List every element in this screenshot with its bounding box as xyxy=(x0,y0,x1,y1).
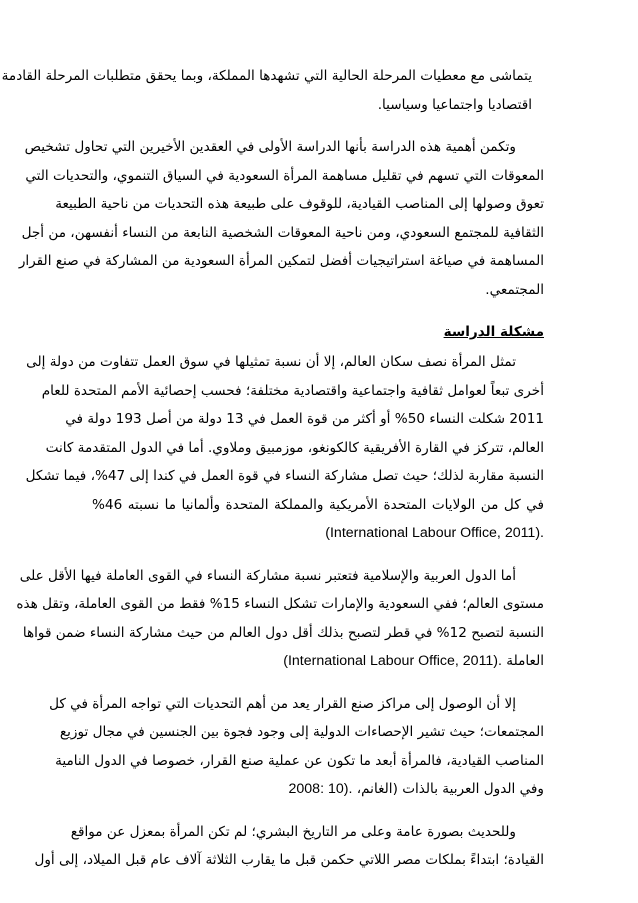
paragraph-gap xyxy=(92,548,544,562)
text-line: المجتمعات؛ حيث تشير الإحصاءات الدولية إلى وجود فجوة بين الجنسين في مجال توزيع xyxy=(59,724,544,740)
citation-line xyxy=(92,519,544,548)
paragraph-4 xyxy=(16,562,544,676)
text-line: إلا أن الوصول إلى مراكز صنع القرار يعد من أهم التحديات التي تواجه المرأة في كل xyxy=(49,695,516,712)
text-fragment: وفي الدول العربية بالذات (الغانم، xyxy=(356,781,544,797)
paragraph-gap xyxy=(92,804,544,818)
text-line: النسبة مقاربة لذلك؛ حيث تصل مشاركة النساء في قوة العمل في كندا إلى 47%، فيما تشكل xyxy=(25,468,544,484)
text-line: أما الدول العربية والإسلامية فتعتبر نسبة مشاركة النساء في القوى العاملة فيها الأقل على xyxy=(19,567,516,584)
citation: (International Labour Office, 2011). xyxy=(283,653,502,669)
text-line: المناصب القيادية، فالمرأة أبعد ما تكون عن عملية صنع القرار، خصوصا في الدول النامية xyxy=(55,752,544,769)
text-line: القيادة؛ ابتداءً بملكات مصر اللاتي حكمن قبل ما يقارب الثلاثة آلاف عام قبل الميلاد، إلى أول xyxy=(34,852,544,868)
text-line xyxy=(92,775,544,804)
text-line: النسبة لتصبح 12% في قطر لتصبح بذلك أقل دول العالم من حيث مشاركة النساء ضمن قواها xyxy=(22,624,544,641)
text-line: في كل من الولايات المتحدة الأمريكية والمملكة المتحدة وألمانيا ما نسبته 46% xyxy=(92,496,544,513)
text-line: المعوقات التي تسهم في تقليل مساهمة المرأة السعودية في السياق التنموي، والتحديات التي xyxy=(25,167,544,184)
text-line: العالم، تتركز في القارة الأفريقية كالكونغو، موزمبيق وملاوي. أما في الدول المتقدمة كانت xyxy=(45,439,544,456)
paragraph-6 xyxy=(34,818,544,875)
document-page xyxy=(1,62,544,875)
citation: (International Labour Office, 2011). xyxy=(325,525,544,541)
text-line: المجتمعي. xyxy=(485,281,544,298)
section-heading: مشكلة الدراسة xyxy=(443,324,544,340)
text-line: أخرى تبعاً لعوامل ثقافية واجتماعية واقتصادية مختلفة؛ فحسب إحصائية الأمم المتحدة للعام xyxy=(41,382,544,399)
citation-number: 2008: 10). xyxy=(288,781,353,797)
text-line: المساهمة في صياغة استراتيجيات أفضل لتمكين المرأة السعودية من المشاركة في صنع القرار xyxy=(18,253,544,269)
text-fragment: العاملة xyxy=(506,653,544,669)
text-line: مستوى العالم؛ ففي السعودية والإمارات تشكل النساء 15% فقط من القوى العاملة، وتقل هذه xyxy=(16,596,544,612)
paragraph-3 xyxy=(25,348,544,548)
paragraph-5 xyxy=(49,690,544,804)
text-line: اقتصاديا واجتماعيا وسياسيا. xyxy=(377,96,532,113)
text-line: وللحديث بصورة عامة وعلى مر التاريخ البشري؛ لم تكن المرأة بمعزل عن مواقع xyxy=(70,823,516,840)
text-line: وتكمن أهمية هذه الدراسة بأنها الدراسة الأولى في العقدين الأخيرين التي تحاول تشخيص xyxy=(24,139,516,155)
text-line: تمثل المرأة نصف سكان العالم، إلا أن نسبة تمثيلها في سوق العمل تتفاوت من دولة إلى xyxy=(26,354,516,370)
text-line: تعوق وصولها إلى المناصب القيادية، للوقوف على طبيعة هذه التحديات من ناحية الطبيعة xyxy=(55,196,544,212)
paragraph-1 xyxy=(1,62,544,119)
text-line: يتماشى مع معطيات المرحلة الحالية التي تشهدها المملكة، وبما يحقق متطلبات المرحلة القادمة xyxy=(1,68,532,84)
text-line: الثقافية للمجتمع السعودي، ومن ناحية المعوقات الشخصية النابعة من النساء أنفسهن، من أجل xyxy=(21,224,544,241)
paragraph-gap xyxy=(92,676,544,690)
paragraph-gap xyxy=(92,304,544,318)
paragraph-2 xyxy=(18,133,544,304)
text-line xyxy=(92,647,544,676)
paragraph-gap xyxy=(92,119,544,133)
text-line: 2011 شكلت النساء 50% أو أكثر من قوة العمل في 13 دولة من أصل 193 دولة في xyxy=(65,411,544,427)
